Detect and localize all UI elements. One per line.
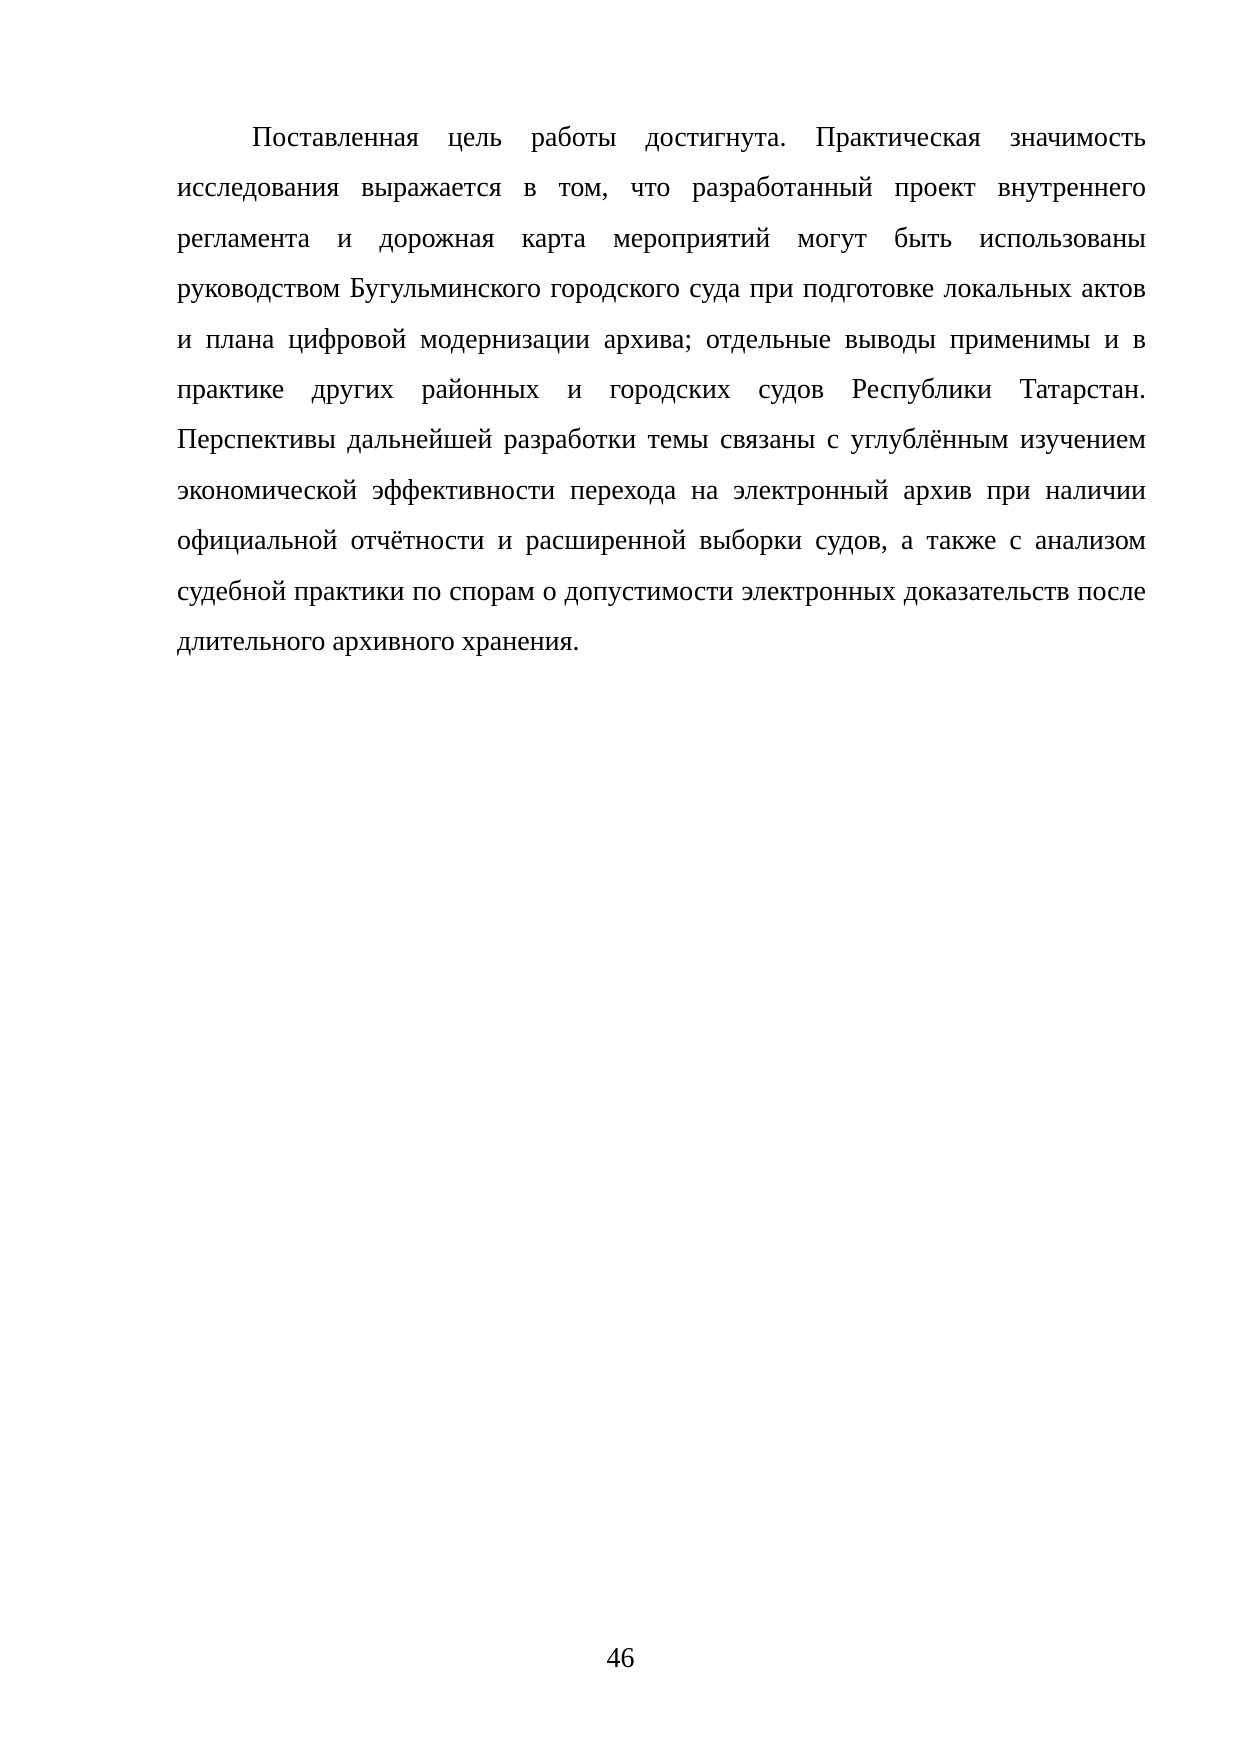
page-number: 46 <box>606 1643 635 1674</box>
body-paragraph: Поставленная цель работы достигнута. Практическая значимость исследования выражается в том, что разработанный проект внутреннего регламента и дорожная карта мероприятий могут быть использованы руководством Бугульминского городского суда при подготовке локальных актов и плана цифровой модернизации архива; отдельные выводы применимы и в практике других районных и городских судов Республики Татарстан. Перспективы дальнейшей разработки темы связаны с углублённым изучением экономической эффективности перехода на электронный архив при наличии официальной отчётности и расширенной выборки судов, а также с анализом судебной практики по спорам о допустимости электронных доказательств после длительного архивного хранения. <box>177 122 1146 658</box>
